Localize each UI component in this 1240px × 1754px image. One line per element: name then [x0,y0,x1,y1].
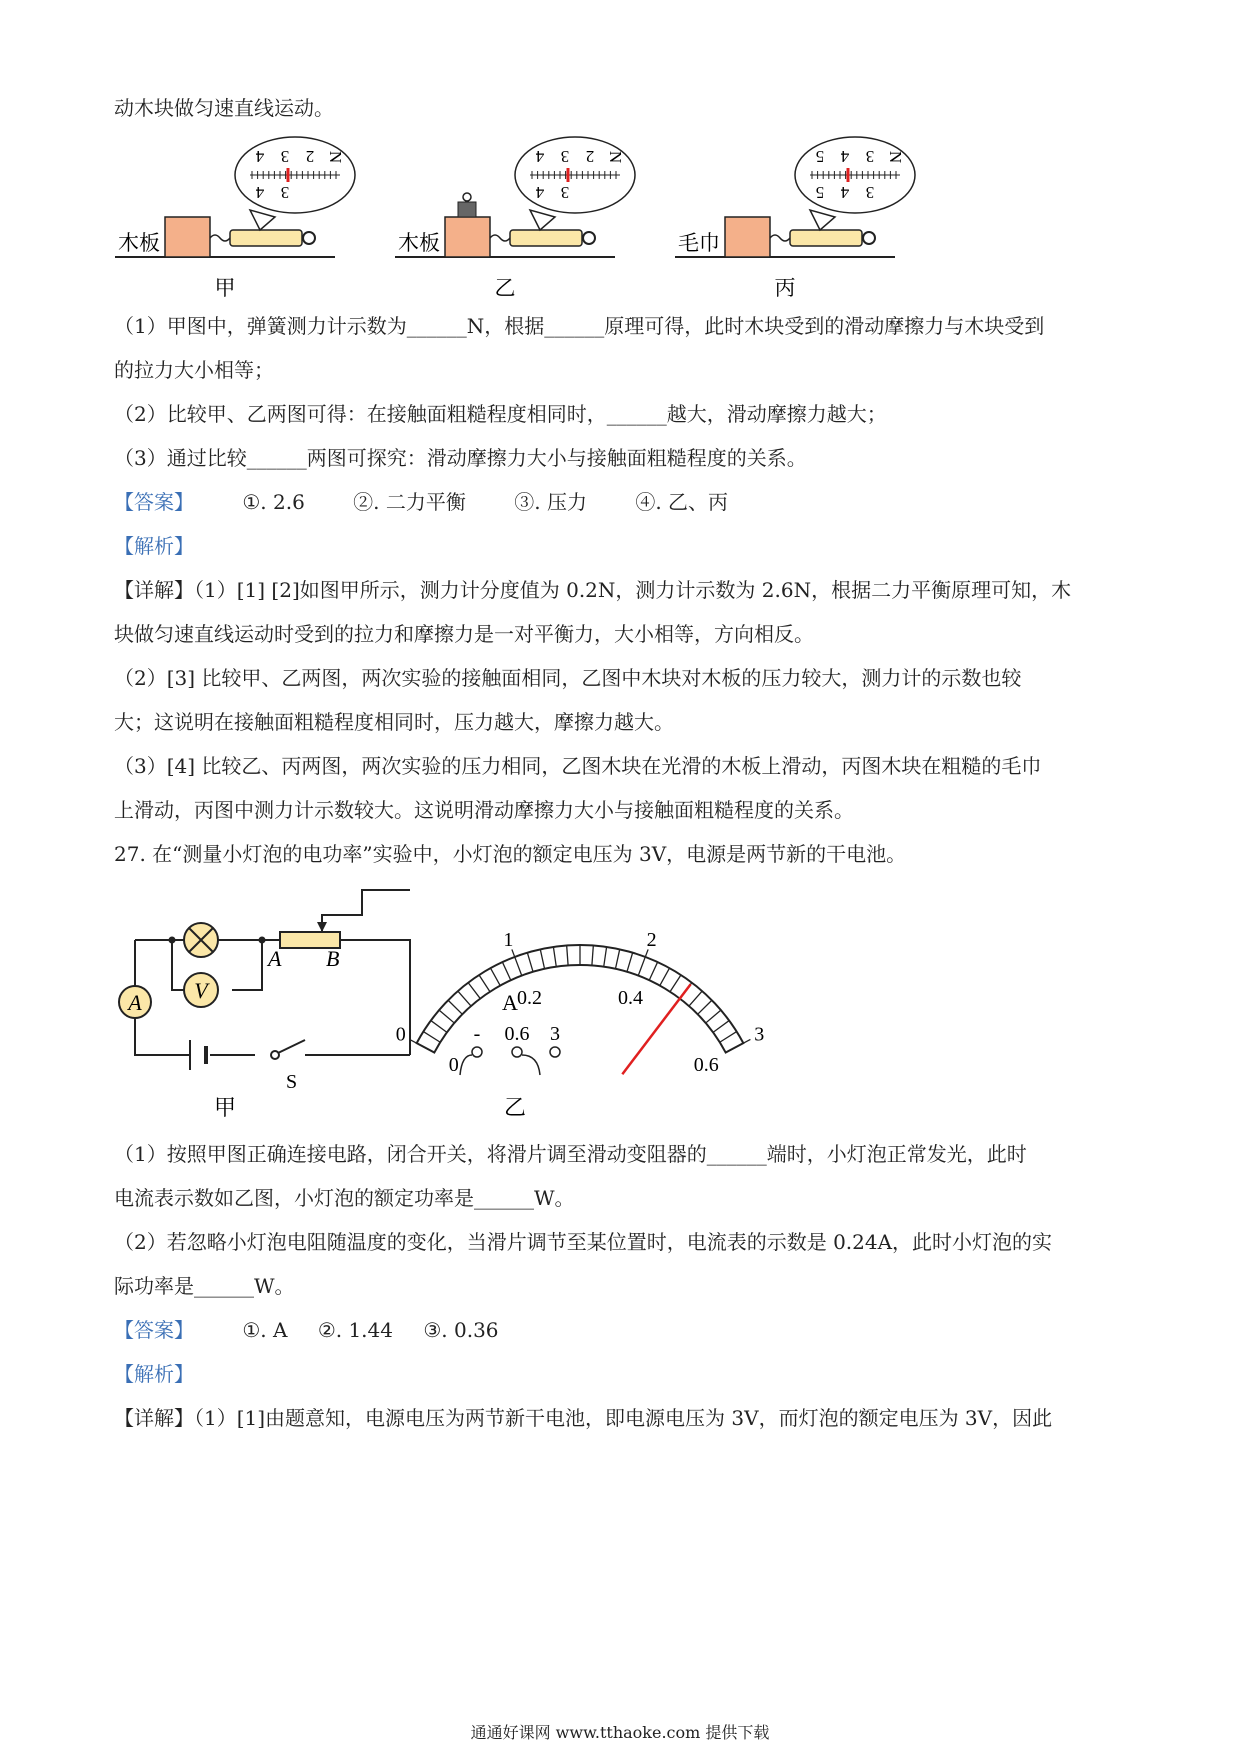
scale-number: 4 [535,147,545,166]
hook-icon [770,235,790,241]
friction-experiment-figure [110,135,990,305]
answer-label: 【答案】 [114,1318,194,1342]
text-line: （3）通过比较______两图可探究：滑动摩擦力大小与接触面粗糙程度的关系。 [114,446,807,470]
figure-caption: 丙 [774,276,796,300]
scale-number: 5 [815,183,825,202]
scale-unit: N [606,150,625,164]
experiment-panel [675,137,915,300]
circuit-diagram [110,880,430,1140]
wood-block [445,217,490,257]
ammeter-dial [395,880,765,1150]
surface-label: 木板 [118,231,160,255]
text-line: 大；这说明在接触面粗糙程度相同时，压力越大，摩擦力越大。 [114,710,674,734]
scale-unit: N [326,150,345,164]
wood-block [165,217,210,257]
dial-number: 1 [503,929,514,952]
answer-item: ②. 二力平衡 [353,490,466,514]
dial-number: 0.6 [693,1053,719,1076]
terminal-label: 3 [550,1023,560,1045]
surface-label: 毛巾 [678,231,720,255]
scale-number: 3 [865,183,875,202]
text-line: 【详解】（1）[1]由题意知，电源电压为两节新干电池，即电源电压为 3V，而灯泡的额定电压为 3V，因此 [114,1406,1053,1430]
terminal-icon [550,1047,560,1057]
scale-number: 5 [815,147,825,166]
text-line: 【详解】（1）[1] [2]如图甲所示，测力计分度值为 0.2N，测力计示数为 2.6N，根据二力平衡原理可知，木 [114,578,1072,602]
experiment-panel [395,137,635,300]
dial-number: 3 [754,1023,765,1046]
figure-caption: 甲 [214,276,236,300]
dial-number: 0.2 [517,987,543,1010]
scale-number: 2 [305,147,315,166]
dial-number: 0.4 [617,987,643,1010]
text-line: 上滑动，丙图中测力计示数较大。这说明滑动摩擦力大小与接触面粗糙程度的关系。 [114,798,854,822]
text-line: 块做匀速直线运动时受到的拉力和摩擦力是一对平衡力，大小相等，方向相反。 [114,622,814,646]
spring-scale [230,230,302,246]
analysis-label: 【解析】 [114,1362,194,1386]
dial-unit: A [502,990,518,1015]
scale-number: 3 [280,183,290,202]
text-line: （1）甲图中，弹簧测力计示数为______N，根据______原理可得，此时木块受到的滑动摩擦力与木块受到 [114,314,1045,338]
answer-line [114,1316,499,1344]
dial-number: 0 [395,1023,406,1046]
voltmeter-label: V [194,978,208,1003]
figure-caption: 乙 [503,1095,527,1120]
terminal-label: - [473,1023,481,1045]
dial-number: 2 [646,929,657,952]
scale-number: 4 [255,183,265,202]
terminal-label: 0.6 [504,1023,530,1045]
text-line: （2）若忽略小灯泡电阻随温度的变化，当滑片调节至某位置时，电流表的示数是 0.24A，此时小灯泡的实 [114,1230,1053,1254]
dial-number: 0 [448,1053,459,1076]
scale-number: 2 [585,147,595,166]
spring-scale [790,230,862,246]
ammeter-label: A [128,990,142,1015]
weight-icon [458,202,476,217]
text-line: 的拉力大小相等； [114,358,274,382]
answer-item: ①. 2.6 [242,490,305,514]
answer-item: ②. 1.44 [317,1318,393,1342]
figure-caption: 甲 [213,1095,237,1120]
answer-label: 【答案】 [114,490,194,514]
scale-number: 3 [865,147,875,166]
hook-icon [210,235,230,241]
text-line: （2）[3] 比较甲、乙两图，两次实验的接触面相同，乙图中木块对木板的压力较大，测力计的示数也较 [114,666,1022,690]
rheostat-end-a: A [268,946,282,971]
question-stem: 27. 在“测量小灯泡的电功率”实验中，小灯泡的额定电压为 3V，电源是两节新的干电池。 [114,842,907,866]
rheostat-end-b: B [326,946,340,971]
text-line: 际功率是______W。 [114,1274,295,1298]
hook-icon [490,235,510,241]
switch-label: S [286,1071,298,1093]
wood-block [725,217,770,257]
page-footer: 通通好课网 www.tthaoke.com 提供下载 [470,1723,770,1742]
scale-number: 3 [560,147,570,166]
answer-item: ③. 0.36 [423,1318,499,1342]
figure-caption: 乙 [494,276,516,300]
analysis-label: 【解析】 [114,534,194,558]
scale-number: 4 [840,147,850,166]
text-line: （1）按照甲图正确连接电路，闭合开关，将滑片调至滑动变阻器的______端时，小灯泡正常发光，此时 [114,1142,1027,1166]
experiment-panel [115,137,355,300]
answer-item: ③. 压力 [514,490,587,514]
terminal-icon [472,1047,482,1057]
text-line: （3）[4] 比较乙、丙两图，两次实验的压力相同，乙图木块在光滑的木板上滑动，丙图木块在粗糙的毛巾 [114,754,1042,778]
text-line: （2）比较甲、乙两图可得：在接触面粗糙程度相同时，______越大，滑动摩擦力越大； [114,402,887,426]
surface-label: 木板 [398,231,440,255]
answer-item: ①. A [242,1318,288,1342]
scale-number: 4 [840,183,850,202]
scale-number: 3 [280,147,290,166]
answer-line [114,488,728,516]
text-line: 电流表示数如乙图，小灯泡的额定功率是______W。 [114,1186,575,1210]
scale-number: 4 [255,147,265,166]
terminal-icon [512,1047,522,1057]
scale-unit: N [886,150,905,164]
scale-number: 3 [560,183,570,202]
scale-number: 4 [535,183,545,202]
spring-scale [510,230,582,246]
answer-item: ④. 乙、丙 [635,490,729,514]
text-line: 动木块做匀速直线运动。 [114,96,334,120]
